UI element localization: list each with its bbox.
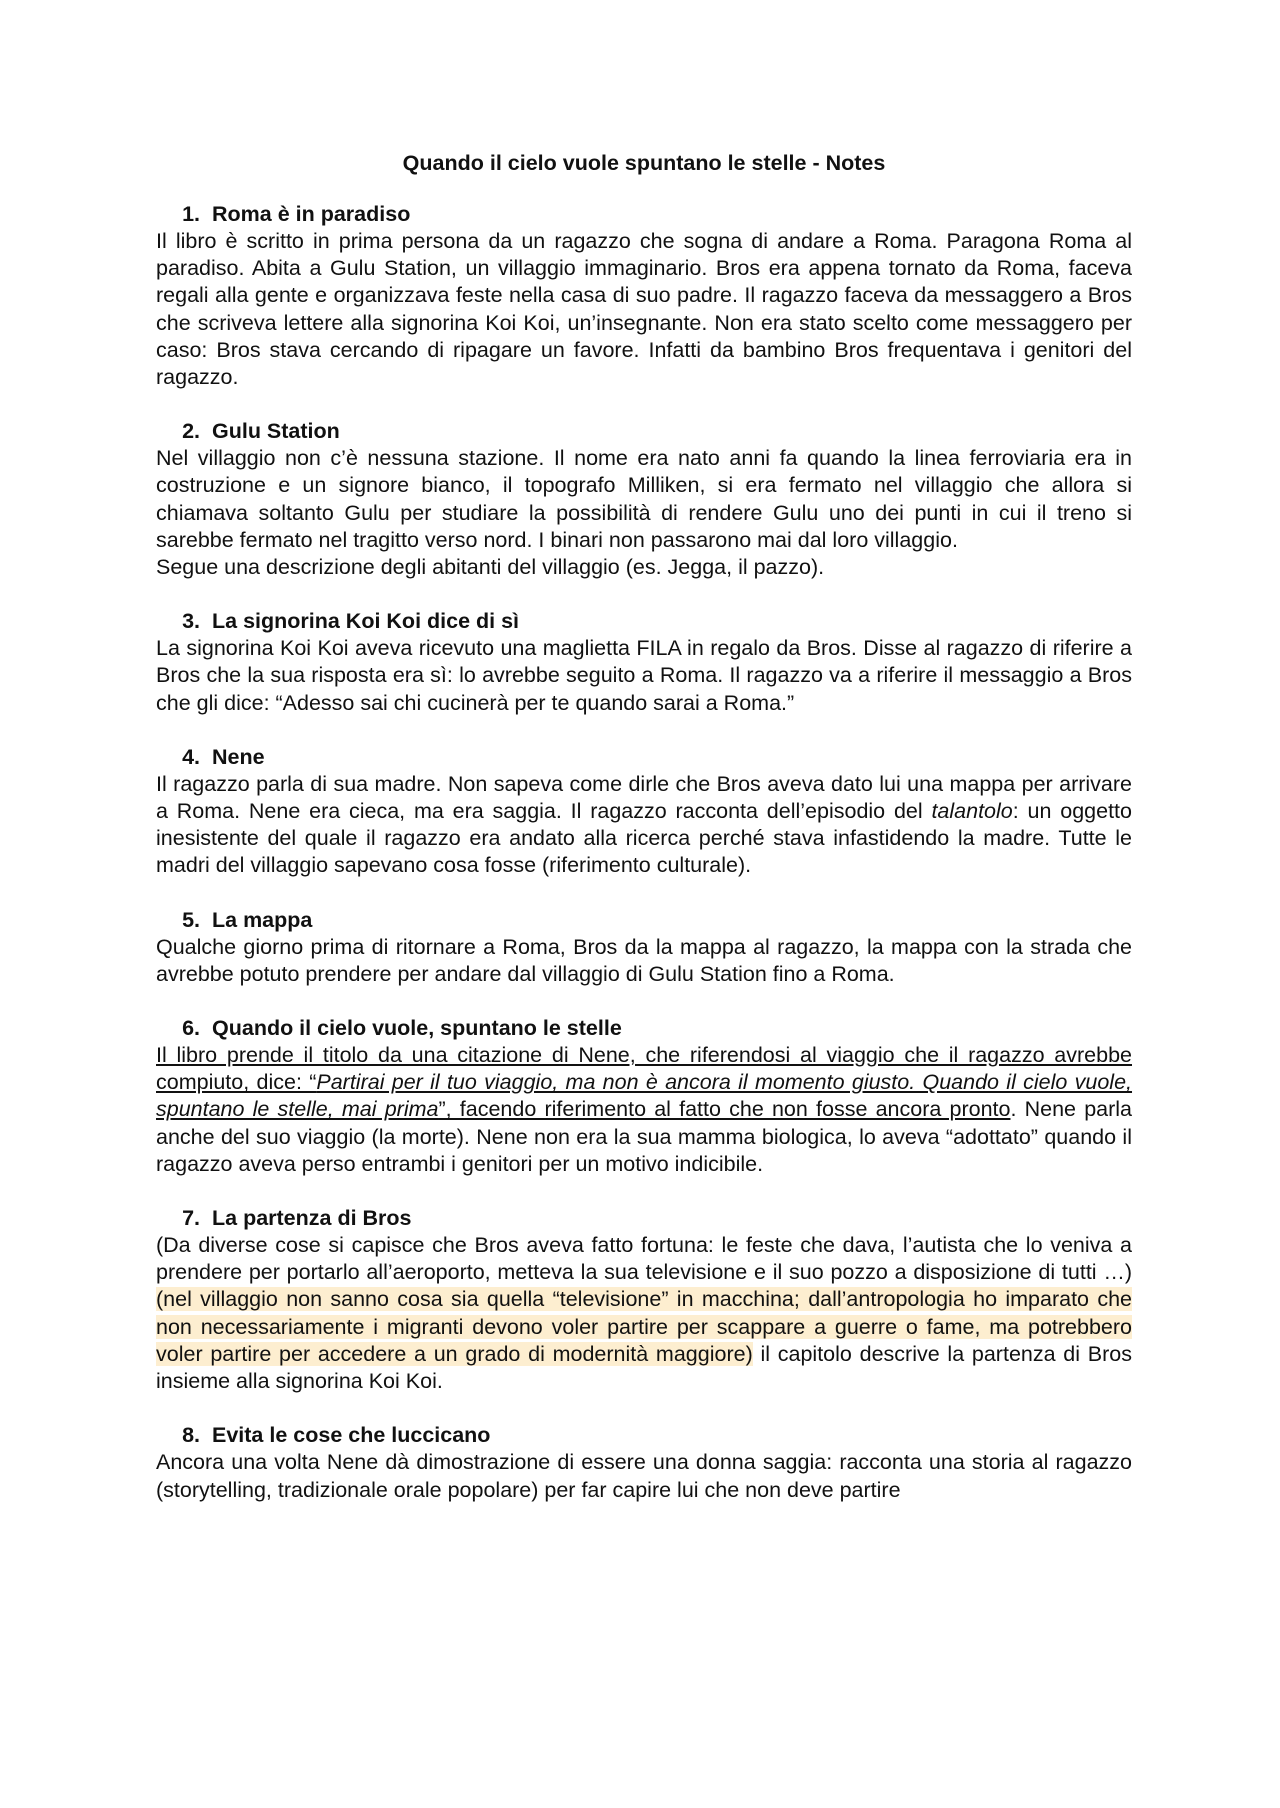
section-title: Quando il cielo vuole, spuntano le stelle <box>212 1016 622 1041</box>
text-run: : un oggetto inesistente del quale il ragazzo era andato alla ricerca perché stava infastidendo la madre. Tutte le madri del villaggio sapevano cosa fosse (riferimento culturale). <box>156 799 1132 878</box>
section-heading <box>156 1015 1132 1042</box>
section-3 <box>156 608 1132 717</box>
section-heading <box>156 418 1132 445</box>
section-title: La signorina Koi Koi dice di sì <box>212 609 520 634</box>
text-run: (Da diverse cose si capisce che Bros aveva fatto fortuna: le feste che dava, l’autista che lo veniva a prendere per portarlo all’aeroporto, metteva la sua televisione e il suo pozzo a disposizione di tutti …) <box>156 1233 1132 1285</box>
section-title: Nene <box>212 744 265 769</box>
section-title: Roma è in paradiso <box>212 202 411 226</box>
highlighted-text: (nel villaggio non sanno cosa sia quella “televisione” in macchina; dall’antropologia ho imparato che non necessariamente i migranti devono voler partire per scappare a guerre o fame, ma potrebbero voler partire per accedere a un grado di modernità maggiore) <box>156 1287 1132 1366</box>
underlined-quote: Partirai per il tuo viaggio, ma non è ancora il momento giusto. Quando il cielo vuole, spuntano le stelle, mai prima <box>156 1070 1133 1122</box>
section-number: 3. <box>182 609 200 634</box>
document-title: Quando il cielo vuole spuntano le stelle - Notes <box>402 151 886 175</box>
section-7 <box>156 1205 1132 1395</box>
section-heading <box>156 744 1132 771</box>
section-heading <box>156 1422 1132 1449</box>
section-text: Il libro è scritto in prima persona da un ragazzo che sogna di andare a Roma. Paragona Roma al paradiso. Abita a Gulu Station, un villaggio immaginario. Bros era appena tornato da Roma, faceva regali alla gente e organizzava feste nella casa di suo padre. Il ragazzo faceva da messaggero a Bros che scriveva lettere alla signorina Koi Koi, un’insegnante. Non era stato scelto come messaggero per caso: Bros stava cercando di ripagare un favore. Infatti da bambino Bros frequentava i genitori del ragazzo. <box>156 229 1132 390</box>
section-heading <box>156 608 1132 635</box>
section-4 <box>156 744 1132 880</box>
text-run: Il ragazzo parla di sua madre. Non sapeva come dirle che Bros aveva dato lui una mappa per arrivare a Roma. Nene era cieca, ma era saggia. Il ragazzo racconta dell’episodio del <box>156 771 1132 824</box>
section-heading <box>156 201 1132 228</box>
text-run: il capitolo descrive la partenza di Bros insieme alla signorina Koi Koi. <box>156 1341 1132 1394</box>
section-number: 5. <box>182 907 200 932</box>
section-text: Nel villaggio non c’è nessuna stazione. Il nome era nato anni fa quando la linea ferroviaria era in costruzione e un signore bianco, il topografo Milliken, si era fermato nel villaggio che allora si chiamava soltanto Gulu per studiare la possibilità di rendere Gulu uno dei punti in cui il treno si sarebbe fermato nel tragitto verso nord. I binari non passarono mai dal loro villaggio. <box>156 446 1132 552</box>
section-title: Evita le cose che luccicano <box>212 1423 491 1448</box>
section-title: Gulu Station <box>212 419 340 444</box>
italic-term: talantolo <box>931 799 1013 824</box>
section-text <box>156 1232 1132 1395</box>
text-run: . Nene parla anche del suo viaggio (la morte). Nene non era la sua mamma biologica, lo aveva “adottato” quando il ragazzo aveva perso entrambi i genitori per un motivo indicibile. <box>156 1097 1132 1176</box>
section-number: 1. <box>182 202 200 226</box>
section-title: La partenza di Bros <box>212 1206 412 1231</box>
section-5 <box>156 907 1132 988</box>
section-text: La signorina Koi Koi aveva ricevuto una maglietta FILA in regalo da Bros. Disse al ragazzo di riferire a Bros che la sua risposta era sì: lo avrebbe seguito a Roma. Il ragazzo va a riferire il messaggio a Bros che gli dice: “Adesso sai chi cucinerà per te quando sarai a Roma.” <box>156 636 1132 715</box>
section-title: La mappa <box>212 907 313 932</box>
section-2 <box>156 418 1132 581</box>
section-text: Qualche giorno prima di ritornare a Roma, Bros da la mappa al ragazzo, la mappa con la strada che avrebbe potuto prendere per andare dal villaggio di Gulu Station fino a Roma. <box>156 934 1132 986</box>
underlined-text: ”, facendo riferimento al fatto che non fosse ancora pronto <box>438 1097 1011 1122</box>
section-heading <box>156 1205 1132 1232</box>
section-number: 6. <box>182 1016 200 1041</box>
section-heading <box>156 907 1132 934</box>
section-text <box>156 771 1132 880</box>
section-text: Ancora una volta Nene dà dimostrazione di essere una donna saggia: racconta una storia al ragazzo (storytelling, tradizionale orale popolare) per far capire lui che non deve partire <box>156 1450 1132 1502</box>
section-number: 2. <box>182 419 200 444</box>
section-6 <box>156 1015 1132 1178</box>
section-text <box>156 1042 1132 1178</box>
section-number: 8. <box>182 1423 200 1448</box>
section-8 <box>156 1422 1132 1503</box>
section-text-continued: Segue una descrizione degli abitanti del villaggio (es. Jegga, il pazzo). <box>156 555 825 580</box>
document-page <box>156 150 1132 1531</box>
section-number: 4. <box>182 744 200 769</box>
section-number: 7. <box>182 1206 200 1231</box>
section-1 <box>156 201 1132 391</box>
underlined-text: Il libro prende il titolo da una citazione di Nene, che riferendosi al viaggio che il ragazzo avrebbe compiuto, dice: “ <box>156 1043 1132 1095</box>
